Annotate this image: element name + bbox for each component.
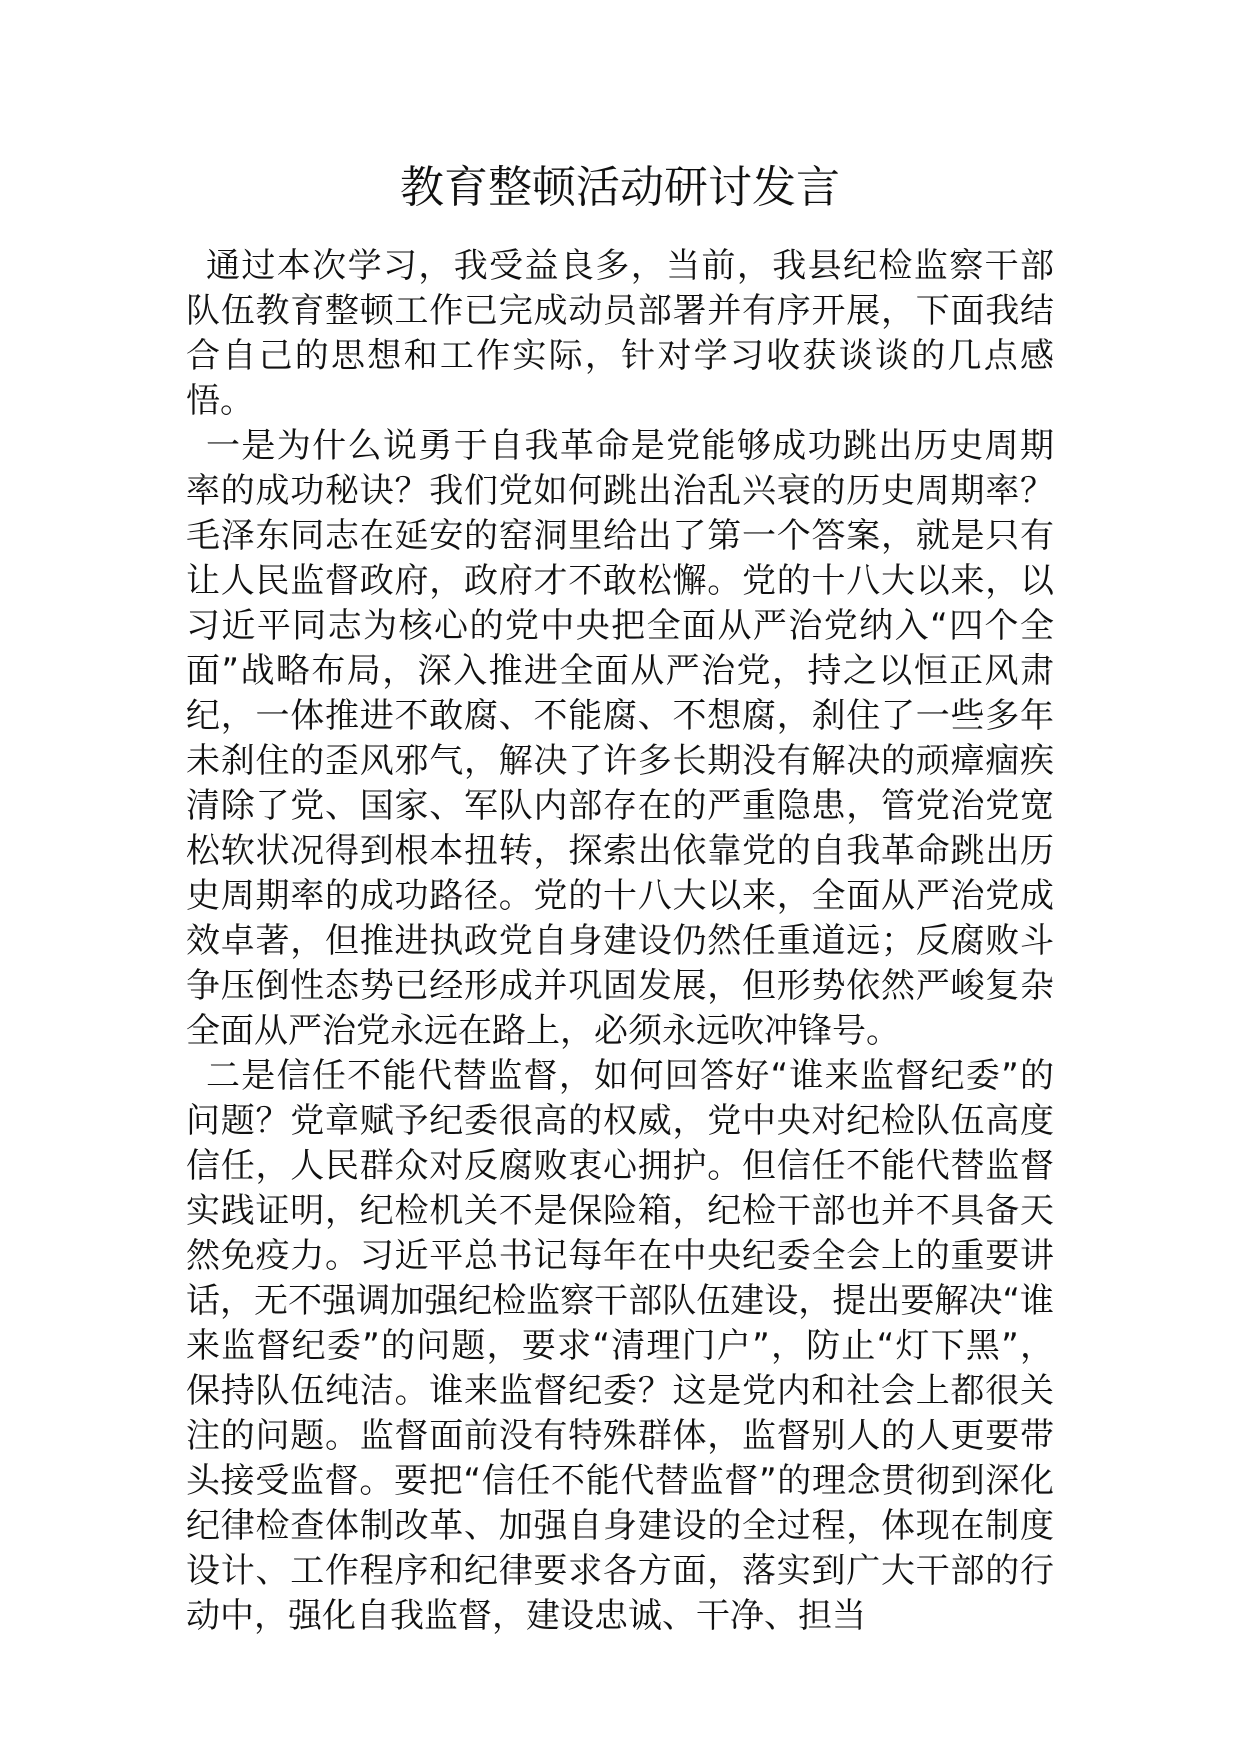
paragraph-intro: 通过本次学习，我受益良多，当前，我县纪检监察干部队伍教育整顿工作已完成动员部署并有序开展，下面我结合自己的思想和工作实际，针对学习收获谈谈的几点感悟。	[186, 246, 1054, 421]
document-body	[186, 244, 1054, 1639]
paragraph-point-two: 二是信任不能代替监督，如何回答好“谁来监督纪委”的问题？党章赋予纪委很高的权威，党中央对纪检队伍高度信任，人民群众对反腐败衷心拥护。但信任不能代替监督实践证明，纪检机关不是保险箱，纪检干部也并不具备天然免疫力。习近平总书记每年在中央纪委全会上的重要讲话，无不强调加强纪检监察干部队伍建设，提出要解决“谁来监督纪委”的问题，要求“清理门户”，防止“灯下黑”，保持队伍纯洁。谁来监督纪委？这是党内和社会上都很关注的问题。监督面前没有特殊群体，监督别人的人更要带头接受监督。要把“信任不能代替监督”的理念贯彻到深化纪律检查体制改革、加强自身建设的全过程，体现在制度设计、工作程序和纪律要求各方面，落实到广大干部的行动中，强化自我监督，建设忠诚、干净、担当	[186, 1056, 1054, 1636]
document-title: 教育整顿活动研讨发言	[400, 162, 840, 213]
paragraph-point-one: 一是为什么说勇于自我革命是党能够成功跳出历史周期率的成功秘诀？我们党如何跳出治乱兴衰的历史周期率？毛泽东同志在延安的窑洞里给出了第一个答案，就是只有让人民监督政府，政府才不敢松懈。党的十八大以来，以习近平同志为核心的党中央把全面从严治党纳入“四个全面”战略布局，深入推进全面从严治党，持之以恒正风肃纪，一体推进不敢腐、不能腐、不想腐，刹住了一些多年未刹住的歪风邪气，解决了许多长期没有解决的顽瘴痼疾清除了党、国家、军队内部存在的严重隐患，管党治党宽松软状况得到根本扭转，探索出依靠党的自我革命跳出历史周期率的成功路径。党的十八大以来，全面从严治党成效卓著，但推进执政党自身建设仍然任重道远；反腐败斗争压倒性态势已经形成并巩固发展，但形势依然严峻复杂全面从严治党永远在路上，必须永远吹冲锋号。	[186, 426, 1054, 1051]
